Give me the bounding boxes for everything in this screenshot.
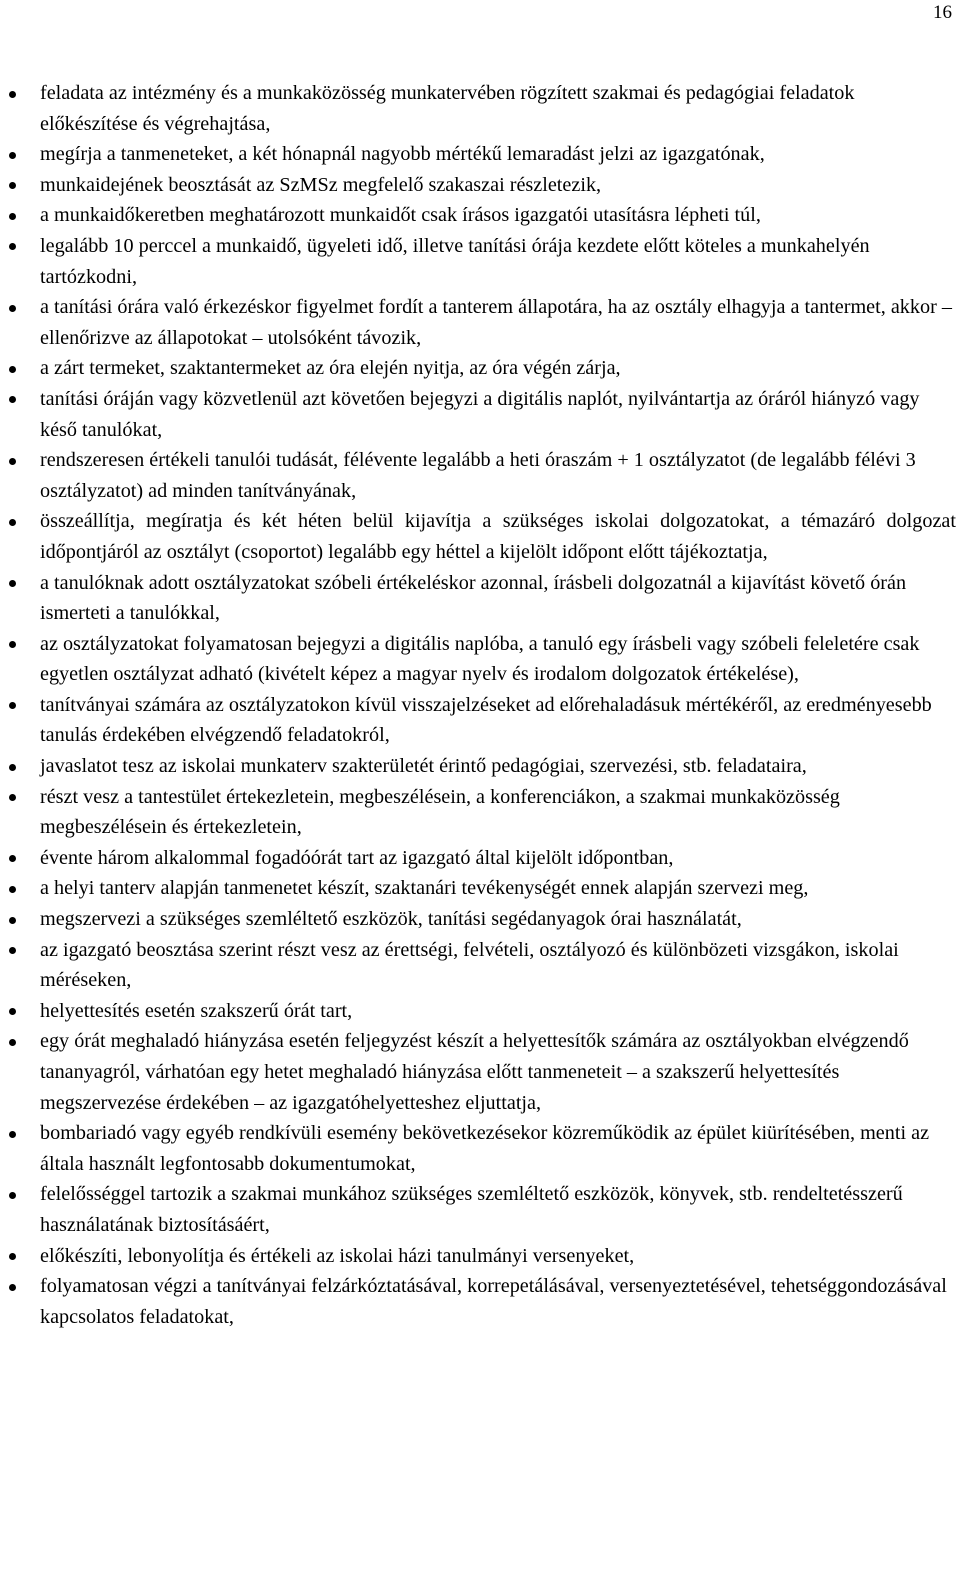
list-item-text: az osztályzatokat folyamatosan bejegyzi a digitális naplóba, a tanuló egy írásbeli vagy szóbeli feleletére csak egyetlen osztályzat adható (kivételt képez a magyar nyelv és irodalom dolgozatok értékelése), — [40, 632, 920, 686]
bullet-icon — [9, 947, 16, 954]
list-item-text: folyamatosan végzi a tanítványai felzárkóztatásával, korrepetálásával, versenyeztetésével, tehetséggondozásával kapcsolatos feladatokat, — [40, 1275, 947, 1328]
bullet-icon — [9, 1039, 16, 1046]
list-item — [0, 200, 960, 231]
bullet-icon — [9, 1192, 16, 1199]
page-number: 16 — [933, 2, 952, 23]
bullet-icon — [9, 519, 16, 526]
list-item — [0, 170, 960, 201]
list-item — [0, 782, 960, 843]
list-item — [0, 629, 960, 690]
list-item — [0, 231, 960, 292]
bullet-icon — [9, 396, 16, 403]
bullet-icon — [9, 764, 16, 771]
list-item-text: egy órát meghaladó hiányzása esetén feljegyzést készít a helyettesítők számára az osztályokban elvégzendő tananyagról, várhatóan egy hetet meghaladó hiányzása előtt tanmeneteit – a szakszerű helyettesítés megszervezése érdekében – az igazgatóhelyetteshez eljuttatja, — [40, 1030, 909, 1114]
bullet-icon — [9, 794, 16, 801]
list-item-text: javaslatot tesz az iskolai munkaterv szakterületét érintő pedagógiai, szervezési, stb. feladataira, — [40, 755, 807, 778]
bullet-icon — [9, 152, 16, 159]
bullet-icon — [9, 182, 16, 189]
list-item-text: tanítványai számára az osztályzatokon kívül visszajelzéseket ad előrehaladásuk mértékéről, az eredményesebb tanulás érdekében elvégzendő feladatokról, — [40, 693, 932, 747]
list-item-text: összeállítja, megíratja és két héten belül kijavítja a szükséges iskolai dolgozatokat, a témazáró dolgozat időpontjáról az osztályt (csoportot) legalább egy héttel a kijelölt időpont előtt tájékoztatja, — [40, 510, 956, 563]
bullet-icon — [9, 305, 16, 312]
bullet-icon — [9, 917, 16, 924]
list-item — [0, 568, 960, 629]
list-item — [0, 935, 960, 996]
list-item — [0, 506, 960, 567]
list-item — [0, 353, 960, 384]
list-item — [0, 904, 960, 935]
bullet-icon — [9, 366, 16, 373]
list-item-text: megszervezi a szükséges szemléltető eszközök, tanítási segédanyagok órai használatát, — [40, 908, 742, 931]
bullet-icon — [9, 1284, 16, 1291]
list-item-text: helyettesítés esetén szakszerű órát tart, — [40, 999, 353, 1022]
list-item — [0, 843, 960, 874]
list-item-text: munkaidejének beosztását az SzMSz megfelelő szakaszai részletezik, — [40, 173, 602, 196]
bullet-icon — [9, 886, 16, 893]
bullet-icon — [9, 702, 16, 709]
bullet-list — [0, 78, 960, 1332]
list-item-text: a munkaidőkeretben meghatározott munkaidőt csak írásos igazgatói utasításra lépheti túl, — [40, 204, 761, 227]
bullet-icon — [9, 855, 16, 862]
list-item-text: a tanítási órára való érkezéskor figyelmet fordít a tanterem állapotára, ha az osztály elhagyja a tantermet, akkor – ellenőrizve az állapotokat – utolsóként távozik, — [40, 296, 952, 349]
bullet-icon — [9, 1131, 16, 1138]
list-item-text: legalább 10 perccel a munkaidő, ügyeleti idő, illetve tanítási órája kezdete előtt köteles a munkahelyén tartózkodni, — [40, 234, 870, 288]
list-item — [0, 78, 960, 139]
list-item-text: a zárt termeket, szaktantermeket az óra elején nyitja, az óra végén zárja, — [40, 357, 621, 380]
list-item-text: az igazgató beosztása szerint részt vesz az érettségi, felvételi, osztályozó és különbözeti vizsgákon, iskolai méréseken, — [40, 938, 899, 992]
list-item-text: évente három alkalommal fogadóórát tart az igazgató által kijelölt időpontban, — [40, 846, 674, 869]
list-item — [0, 690, 960, 751]
list-item-text: részt vesz a tantestület értekezletein, megbeszélésein, a konferenciákon, a szakmai munkaközösség megbeszélésein és értekezletein, — [40, 785, 840, 839]
list-item — [0, 1241, 960, 1272]
list-item — [0, 292, 960, 353]
list-item — [0, 445, 960, 506]
list-item-text: a tanulóknak adott osztályzatokat szóbeli értékeléskor azonnal, írásbeli dolgozatnál a kijavítást követő órán ismerteti a tanulókkal, — [40, 571, 907, 625]
list-item-text: feladata az intézmény és a munkaközösség munkatervében rögzített szakmai és pedagógiai feladatok előkészítése és végrehajtása, — [40, 82, 855, 135]
list-item — [0, 1118, 960, 1179]
bullet-icon — [9, 458, 16, 465]
list-item-text: bombariadó vagy egyéb rendkívüli esemény bekövetkezésekor közreműködik az épület kiürítésében, menti az általa használt legfontosabb dokumentumokat, — [40, 1122, 930, 1175]
list-item-text: a helyi tanterv alapján tanmenetet készít, szaktanári tevékenységét ennek alapján szervezi meg, — [40, 877, 809, 900]
list-item — [0, 384, 960, 445]
list-item-text: előkészíti, lebonyolítja és értékeli az iskolai házi tanulmányi versenyeket, — [40, 1244, 635, 1267]
list-item-text: tanítási óráján vagy közvetlenül azt követően bejegyzi a digitális naplót, nyilvántartja az óráról hiányzó vagy késő tanulókat, — [40, 387, 920, 441]
list-item-text: megírja a tanmeneteket, a két hónapnál nagyobb mértékű lemaradást jelzi az igazgatónak, — [40, 143, 765, 166]
bullet-icon — [9, 580, 16, 587]
bullet-icon — [9, 1253, 16, 1260]
list-item — [0, 751, 960, 782]
bullet-icon — [9, 243, 16, 250]
list-item — [0, 873, 960, 904]
list-item — [0, 139, 960, 170]
list-item — [0, 1179, 960, 1240]
list-item — [0, 1271, 960, 1332]
bullet-icon — [9, 1008, 16, 1015]
bullet-icon — [9, 641, 16, 648]
list-item-text: felelősséggel tartozik a szakmai munkához szükséges szemléltető eszközök, könyvek, stb. rendeltetésszerű használatának biztosításáért, — [40, 1183, 903, 1236]
bullet-icon — [9, 213, 16, 220]
list-item — [0, 996, 960, 1027]
list-item — [0, 1026, 960, 1118]
bullet-icon — [9, 91, 16, 98]
list-item-text: rendszeresen értékeli tanulói tudását, félévente legalább a heti óraszám + 1 osztályzatot (de legalább félévi 3 osztályzatot) ad minden tanítványának, — [40, 449, 916, 502]
